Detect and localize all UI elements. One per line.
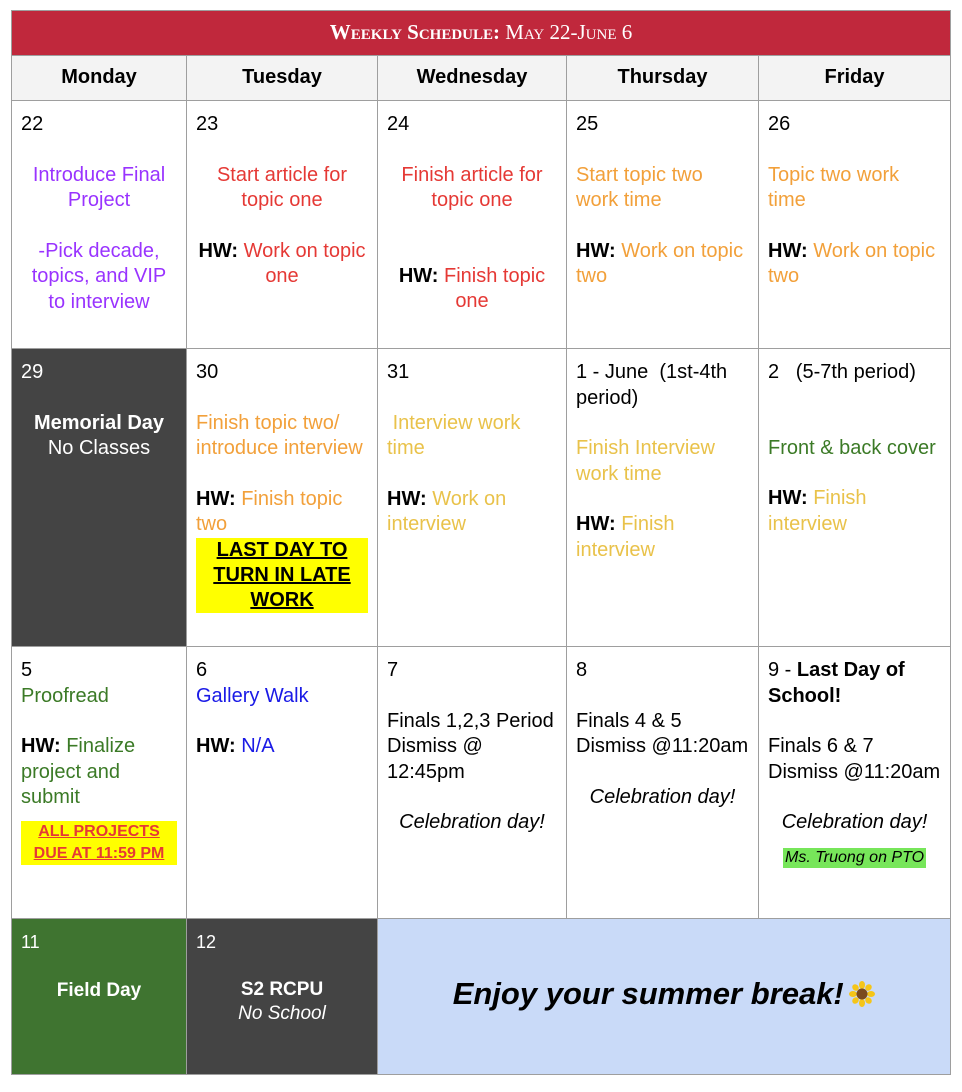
date-number: 5	[21, 659, 33, 681]
day-header-tuesday: Tuesday	[187, 56, 378, 101]
task-text: Topic two work time	[768, 163, 900, 211]
day-cell	[378, 349, 567, 647]
hw-text: Work on topic two	[576, 239, 744, 287]
schedule-title	[12, 11, 951, 56]
day-header-friday: Friday	[759, 56, 951, 101]
date-number: 29	[21, 361, 44, 383]
day-cell	[378, 647, 567, 919]
date-number: 25	[576, 113, 599, 135]
title-label: Weekly Schedule:	[329, 20, 501, 45]
hw-label: HW:	[398, 264, 439, 287]
hw-text: N/A	[241, 735, 275, 757]
day-cell	[759, 101, 951, 349]
title-date-range: May 22-June 6	[505, 20, 633, 45]
day-header-wednesday: Wednesday	[378, 56, 567, 101]
hw-text: Work on topic one	[243, 239, 366, 287]
hw-label: HW:	[196, 735, 236, 757]
day-cell-field-day	[12, 919, 187, 1075]
dismiss-text: Dismiss @11:20am	[576, 735, 749, 757]
hw-text: Finish interview	[576, 513, 675, 561]
celebration-note: Celebration day!	[781, 811, 928, 833]
task-text: Finish Interview work time	[576, 437, 715, 485]
last-day-label: Last Day of School!	[768, 659, 905, 707]
task-text: Introduce Final Project	[32, 163, 166, 211]
hw-label: HW:	[21, 735, 61, 757]
day-header-monday: Monday	[12, 56, 187, 101]
task-text: Interview work time	[387, 411, 526, 459]
date-number: 1 - June (1st-4th period)	[576, 361, 733, 409]
date-number: 22	[21, 113, 44, 135]
dismiss-text: Dismiss @ 12:45pm	[387, 735, 483, 783]
day-cell	[187, 101, 378, 349]
finals-text: Finals 4 & 5	[576, 709, 682, 732]
hw-text: Finish topic one	[444, 264, 546, 312]
day-cell-no-school	[187, 919, 378, 1075]
late-work-alert: LAST DAY TO TURN IN LATE WORK	[196, 538, 368, 613]
date-number: 8	[576, 659, 588, 681]
date-number: 2 (5-7th period)	[768, 361, 916, 383]
finals-text: Finals 6 & 7	[768, 735, 874, 757]
sunflower-icon	[849, 981, 875, 1007]
summer-banner	[378, 919, 951, 1075]
hw-label: HW:	[198, 239, 239, 262]
hw-label: HW:	[768, 487, 808, 509]
hw-text: Work on topic two	[768, 239, 936, 287]
day-cell	[759, 349, 951, 647]
hw-text: Finalize project and submit	[21, 735, 136, 808]
day-cell	[759, 647, 951, 919]
task-text: Finish topic two/ introduce interview	[196, 411, 363, 459]
date-number: 6	[196, 659, 208, 681]
day-cell	[567, 647, 759, 919]
finals-text: Finals 1,2,3 Period	[387, 709, 554, 732]
task-text: Gallery Walk	[196, 684, 309, 707]
pto-note: Ms. Truong on PTO	[785, 848, 925, 866]
day-cell	[12, 647, 187, 919]
field-day-label: Field Day	[56, 979, 142, 1001]
date-number: 7	[387, 659, 399, 681]
celebration-note: Celebration day!	[589, 785, 736, 808]
task-text: Start article for topic one	[216, 163, 348, 211]
holiday-title: Memorial Day	[33, 411, 165, 434]
hw-label: HW:	[576, 513, 616, 535]
rcpu-label: S2 RCPU	[240, 978, 324, 1000]
task-text: Finish article for topic one	[401, 163, 543, 211]
summer-text: Enjoy your summer break!	[452, 976, 844, 1012]
hw-label: HW:	[196, 487, 236, 510]
day-cell	[378, 101, 567, 349]
hw-label: HW:	[387, 487, 427, 510]
no-school-label: No School	[238, 1002, 326, 1024]
hw-text: Finish interview	[768, 487, 867, 535]
day-cell	[567, 349, 759, 647]
task-text: -Pick decade, topics, and VIP to interview	[31, 239, 167, 313]
date-number: 23	[196, 113, 219, 135]
day-cell	[187, 647, 378, 919]
date-number: 30	[196, 361, 219, 383]
day-cell	[12, 101, 187, 349]
dismiss-text: Dismiss @11:20am	[768, 760, 941, 783]
date-number: 26	[768, 113, 791, 135]
day-cell-holiday	[12, 349, 187, 647]
hw-label: HW:	[768, 239, 808, 262]
day-cell	[567, 101, 759, 349]
date-number: 11	[21, 932, 40, 952]
task-text: Front & back cover	[768, 436, 936, 459]
hw-label: HW:	[576, 239, 616, 262]
day-header-thursday: Thursday	[567, 56, 759, 101]
date-number: 31	[387, 361, 410, 383]
task-text: Proofread	[21, 684, 109, 707]
date-number: 24	[387, 113, 410, 135]
celebration-note: Celebration day!	[399, 811, 545, 833]
hw-text: Finish topic two	[196, 487, 343, 535]
hw-text: Work on interview	[387, 487, 507, 535]
schedule-table	[11, 10, 951, 1075]
task-text: Start topic two work time	[576, 163, 703, 211]
weekly-schedule	[11, 10, 950, 1075]
holiday-note: No Classes	[47, 437, 151, 459]
date-number: 9 -	[768, 659, 797, 681]
day-cell	[187, 349, 378, 647]
date-number: 12	[196, 932, 217, 952]
projects-due-alert: ALL PROJECTS DUE AT 11:59 PM	[21, 821, 177, 865]
